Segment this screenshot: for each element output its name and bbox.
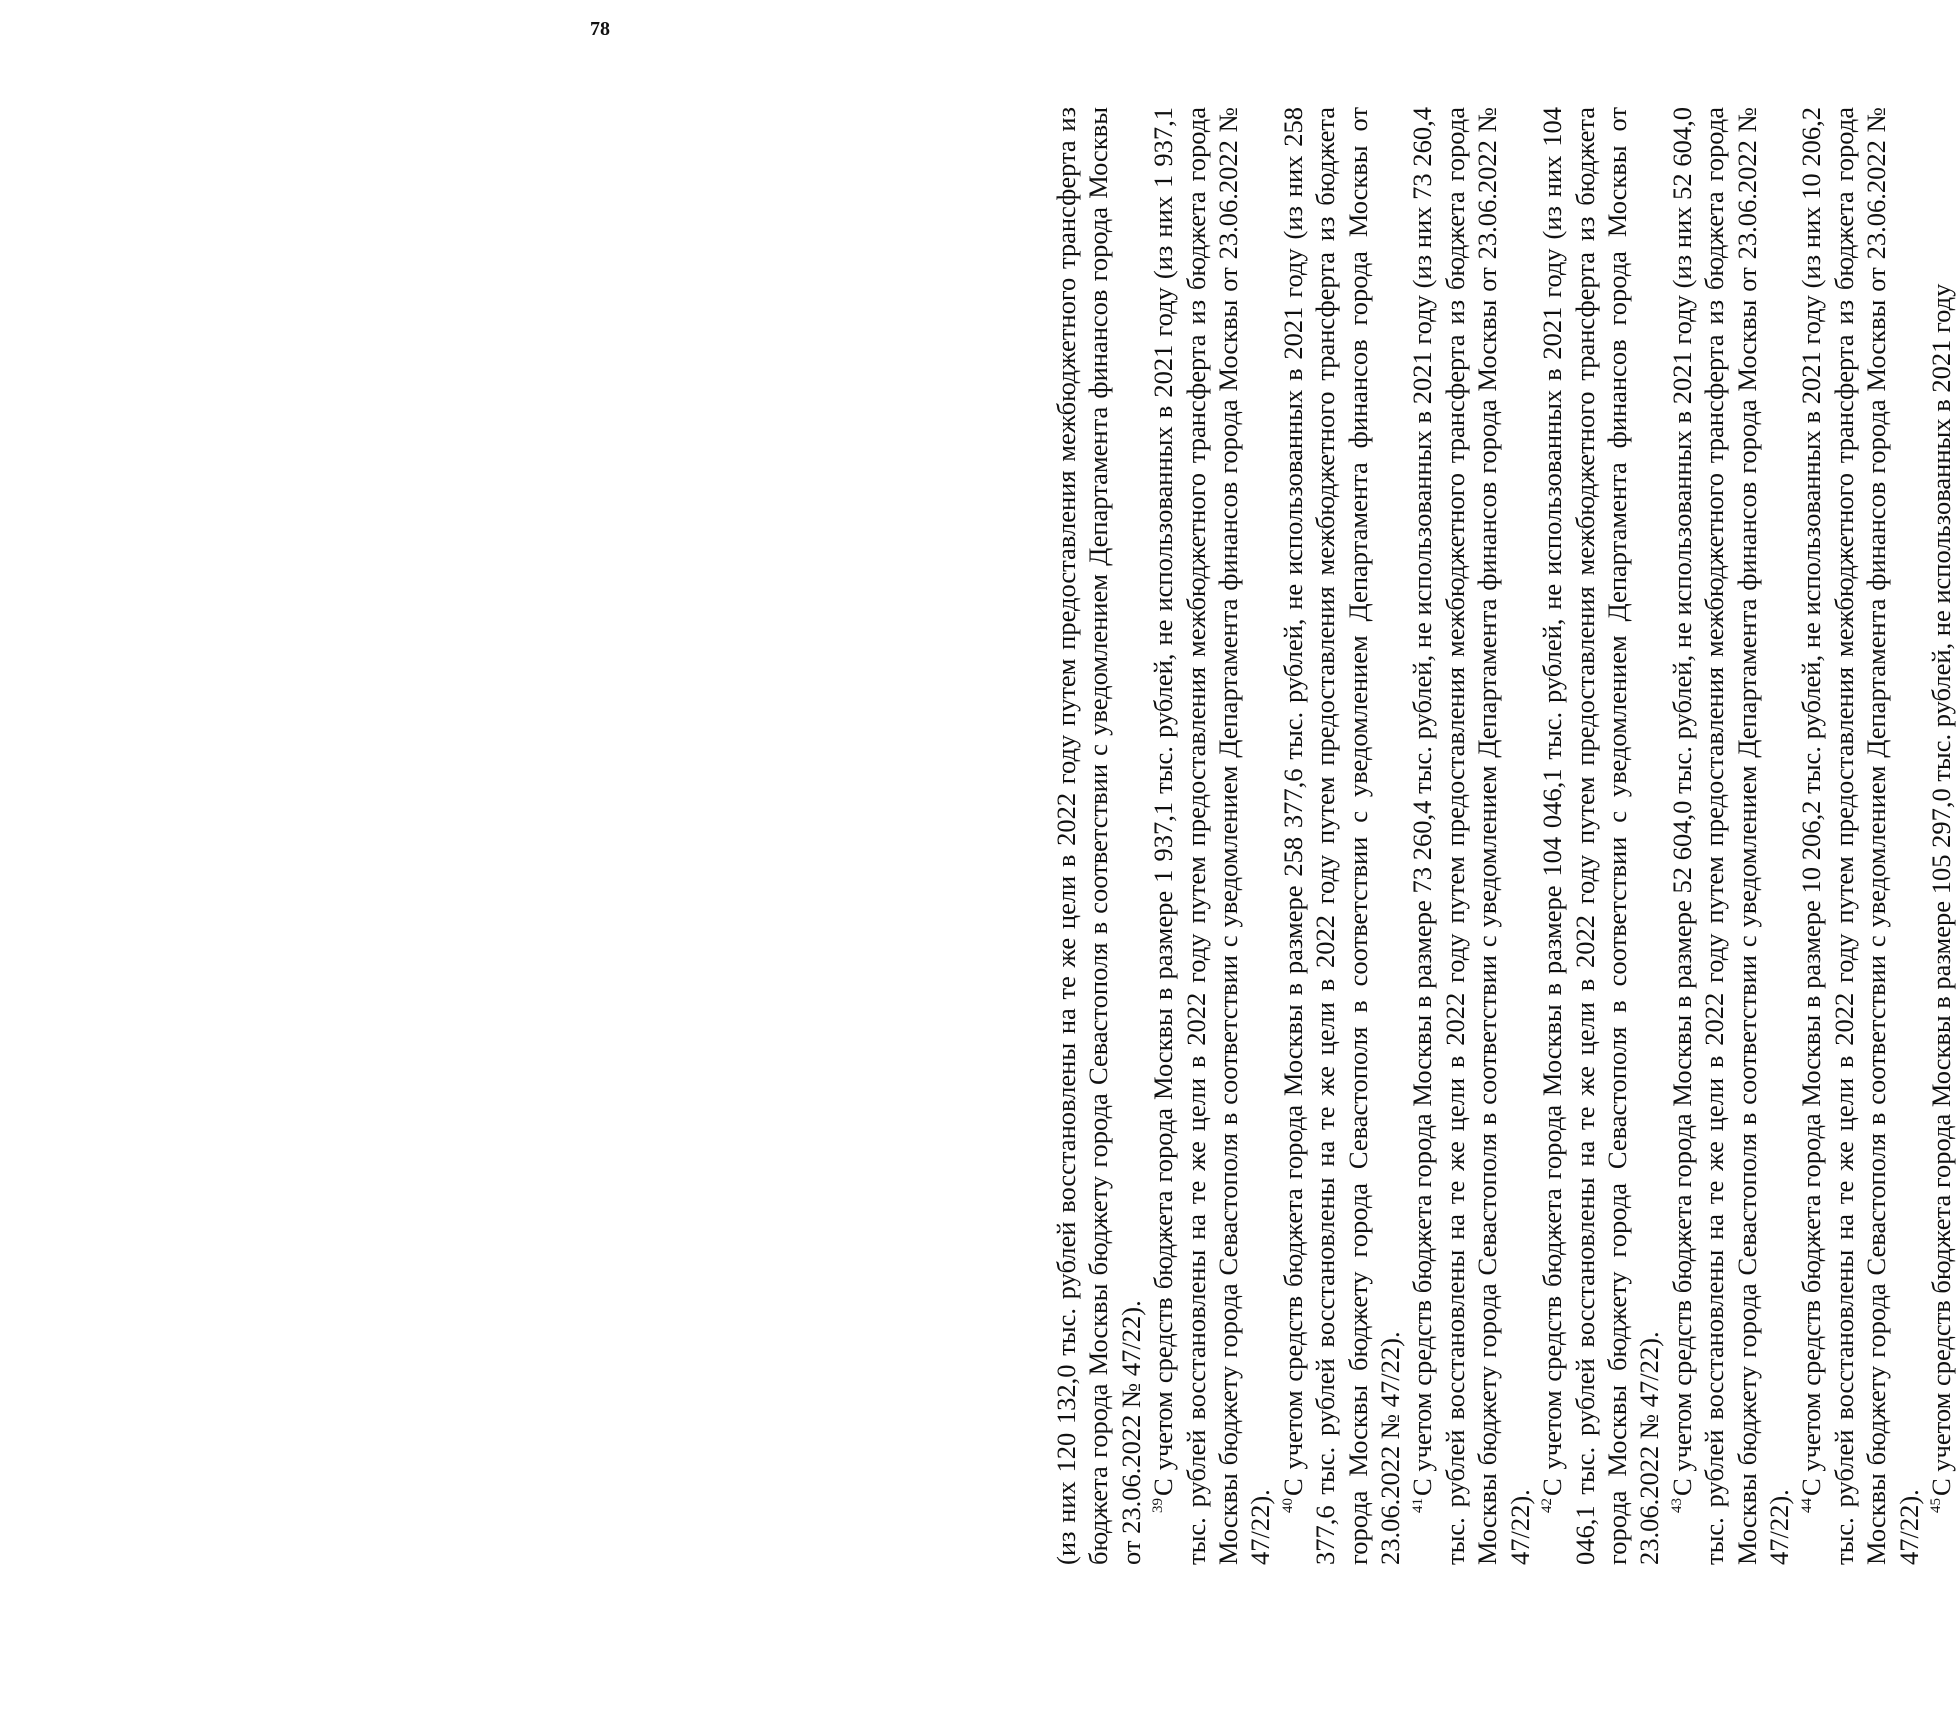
footnote-number: 44	[1798, 1498, 1815, 1513]
footnote-number: 45	[1928, 1498, 1945, 1513]
footnote-44	[1795, 107, 1925, 1565]
rotated-page-content	[1050, 107, 1956, 1565]
footnote-text: С учетом средств бюджета города Москвы в размере 52 604,0 тыс. рублей, не использованных в 2021 году (из них 52 604,0 тыс. рублей восстановлены на те же цели в 2022 году путем предоставления межбюджетного трансферта из бюджета города Москвы бюджету города Севастополя в соответствии с уведомлением Департамента финансов города Москвы от 23.06.2022 № 47/22).	[1666, 107, 1794, 1565]
footnote-text: С учетом средств бюджета города Москвы в размере 73 260,4 тыс. рублей, не использованных в 2021 году (из них 73 260,4 тыс. рублей восстановлены на те же цели в 2022 году путем предоставления межбюджетного трансферта из бюджета города Москвы бюджету города Севастополя в соответствии с уведомлением Департамента финансов города Москвы от 23.06.2022 № 47/22).	[1407, 107, 1535, 1565]
footnotes-block	[1050, 107, 1957, 1565]
footnote-43	[1666, 107, 1796, 1565]
footnote-number: 40	[1280, 1498, 1297, 1513]
footnote-number: 41	[1409, 1498, 1426, 1513]
footnote-text: С учетом средств бюджета города Москвы в размере 1 937,1 тыс. рублей, не использованных в 2021 году (из них 1 937,1 тыс. рублей восстановлены на те же цели в 2022 году путем предоставления межбюджетного трансферта из бюджета города Москвы бюджету города Севастополя в соответствии с уведомлением Департамента финансов города Москвы от 23.06.2022 № 47/22).	[1148, 107, 1276, 1565]
footnote-number: 39	[1150, 1498, 1167, 1513]
footnote-text: С учетом средств бюджета города Москвы в размере 10 206,2 тыс. рублей, не использованных в 2021 году (из них 10 206,2 тыс. рублей восстановлены на те же цели в 2022 году путем предоставления межбюджетного трансферта из бюджета города Москвы бюджету города Севастополя в соответствии с уведомлением Департамента финансов города Москвы от 23.06.2022 № 47/22).	[1796, 107, 1924, 1565]
footnote-text: С учетом средств бюджета города Москвы в размере 105 297,0 тыс. рублей, не использованных в 2021 году	[1925, 283, 1956, 1496]
footnote-text: С учетом средств бюджета города Москвы в размере 258 377,6 тыс. рублей, не использованных в 2021 году (из них 258 377,6 тыс. рублей восстановлены на те же цели в 2022 году путем предоставления межбюджетного трансферта из бюджета города Москвы бюджету города Севастополя в соответствии с уведомлением Департамента финансов города Москвы от 23.06.2022 № 47/22).	[1277, 107, 1406, 1565]
footnote-40	[1277, 107, 1407, 1565]
footnote-text: С учетом средств бюджета города Москвы в размере 104 046,1 тыс. рублей, не использованных в 2021 году (из них 104 046,1 тыс. рублей восстановлены на те же цели в 2022 году путем предоставления межбюджетного трансферта из бюджета города Москвы бюджету города Севастополя в соответствии с уведомлением Департамента финансов города Москвы от 23.06.2022 № 47/22).	[1537, 107, 1665, 1565]
footnote-45	[1925, 107, 1957, 1565]
footnote-number: 42	[1539, 1498, 1556, 1513]
footnote-39	[1147, 107, 1277, 1565]
footnote-text: (из них 120 132,0 тыс. рублей восстановлены на те же цели в 2022 году путем предоставления межбюджетного трансферта из бюджета города Москвы бюджету города Севастополя в соответствии с уведомлением Департамента финансов города Москвы от 23.06.2022 № 47/22).	[1051, 107, 1146, 1565]
footnote-continuation	[1050, 107, 1147, 1565]
footnote-number: 43	[1668, 1498, 1685, 1513]
footnote-42	[1536, 107, 1666, 1565]
footnote-41	[1406, 107, 1536, 1565]
page-number: 78	[590, 18, 610, 40]
